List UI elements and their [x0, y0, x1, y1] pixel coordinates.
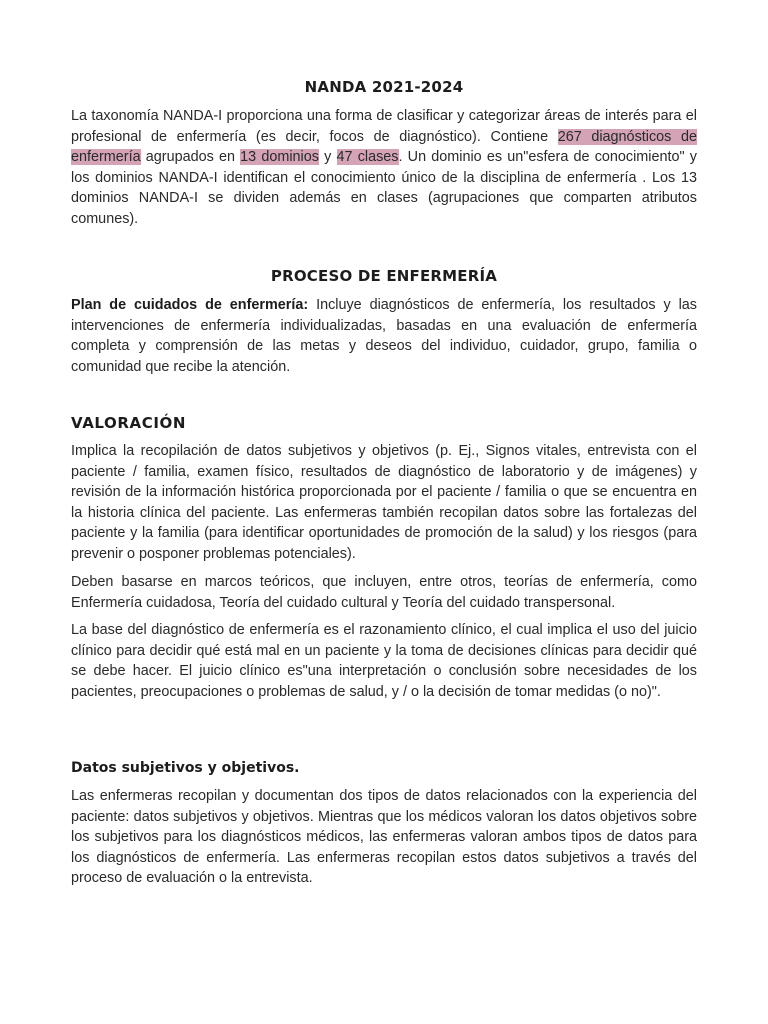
- intro-paragraph: [71, 106, 697, 229]
- datos-paragraph: Las enfermeras recopilan y documentan dos tipos de datos relacionados con la experiencia del paciente: datos subjetivos y objetivos. Mientras que los médicos valoran los datos objetivos sobre los subjetivos para los diagnósticos médicos, las enfermeras valoran ambos tipos de datos para los diagnósticos de enfermería. Las enfermeras recopilan estos datos subjetivos a través del proceso de evaluación o la entrevista.: [71, 788, 697, 886]
- plan-text: Incluye diagnósticos de enfermería, los resultados y las intervenciones de enfermería individualizadas, basadas en una evaluación de enfermería completa y comprensión de las metas y deseos del individuo, cuidador, grupo, familia o comunidad que recibe la atención.: [71, 297, 697, 375]
- valoracion-paragraph-1: Implica la recopilación de datos subjetivos y objetivos (p. Ej., Signos vitales, entrevista con el paciente / familia, examen físico, resultados de diagnóstico de laboratorio y de imágenes) y revisión de la información histórica proporcionada por el paciente / familia o que se encuentra en la historia clínica del paciente. Las enfermeras también recopilan datos sobre las fortalezas del paciente y la familia (para identificar oportunidades de promoción de la salud) y los riesgos (para prevenir o posponer problemas potenciales).: [71, 443, 697, 562]
- plan-paragraph: [71, 295, 697, 377]
- intro-text-1: La taxonomía NANDA-I proporciona una forma de clasificar y categorizar áreas de interés para el profesional de enfermería (es decir, focos de diagnóstico). Contiene: [71, 108, 697, 145]
- datos-heading: Datos subjetivos y objetivos.: [71, 760, 300, 776]
- valoracion-paragraph-2: Deben basarse en marcos teóricos, que incluyen, entre otros, teorías de enfermería, como Enfermería cuidadosa, Teoría del cuidado cultural y Teoría del cuidado transpersonal.: [71, 574, 697, 611]
- intro-text-4: . Un dominio es un"esfera de conocimiento" y los dominios NANDA-I identifican el conocimiento único de la disciplina de enfermería . Los 13 dominios NANDA-I se dividen además en clases (agrupaciones que comparten atributos comunes).: [71, 149, 697, 227]
- valoracion-heading: VALORACIÓN: [71, 414, 187, 432]
- intro-text-2: agrupados en: [140, 149, 241, 165]
- valoracion-paragraph-3: La base del diagnóstico de enfermería es el razonamiento clínico, el cual implica el uso del juicio clínico para decidir qué está mal en un paciente y la toma de decisiones clínicas para decidir qué se debe hacer. El juicio clínico es"una interpretación o conclusión sobre necesidades de los pacientes, preocupaciones o problemas de salud, y / o la decisión de tomar medidas (o no)".: [71, 622, 697, 700]
- highlight-clases: 47 clases: [336, 149, 399, 165]
- plan-label: Plan de cuidados de enfermería:: [71, 297, 309, 313]
- proceso-heading: PROCESO DE ENFERMERÍA: [270, 267, 498, 285]
- document-title: NANDA 2021-2024: [304, 78, 464, 96]
- highlight-diagnosticos: 267 diagnósticos de enfermería: [71, 128, 697, 165]
- highlight-dominios: 13 dominios: [240, 149, 319, 165]
- intro-text-3: y: [318, 149, 337, 165]
